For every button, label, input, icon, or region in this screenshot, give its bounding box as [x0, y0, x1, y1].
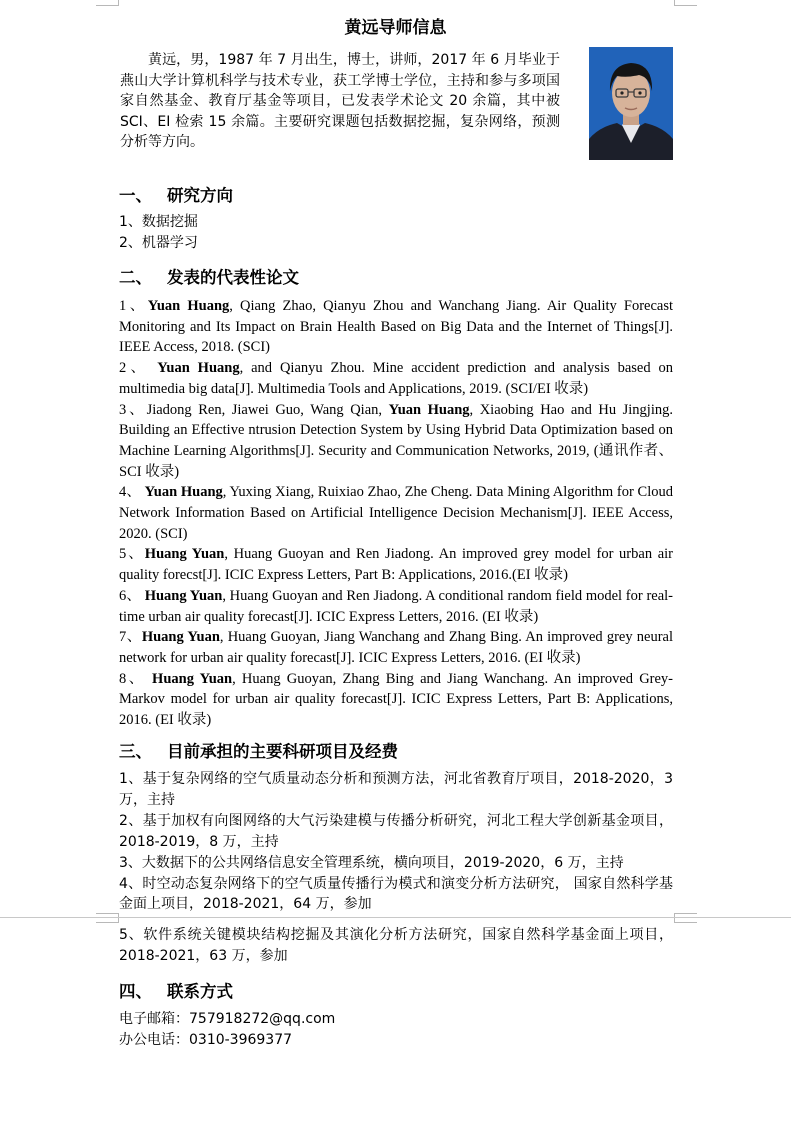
- page-corner-mark: [674, 913, 697, 923]
- paper-citation: , Huang Guoyan, Jiang Wanchang and Zhang Bing. An improved grey neural network for urban air quality forecast[J]. ICIC Express Letters, 2016. (EI 收录): [119, 629, 674, 666]
- section-heading-papers: [119, 264, 299, 288]
- paper-author-highlight: Huang Yuan: [152, 670, 233, 687]
- paper-item: [119, 358, 673, 399]
- paper-prefix: 7、: [119, 629, 142, 646]
- paper-item: [119, 669, 673, 731]
- project-list-continued: [119, 925, 673, 967]
- section-heading-research: [119, 182, 233, 206]
- page-break-line: [0, 917, 791, 918]
- page-corner-mark: [96, 0, 119, 6]
- research-list: [119, 212, 673, 254]
- paper-item: [119, 400, 673, 483]
- paper-citation: , Huang Guoyan and Ren Jiadong. A conditional random field model for real-time urban air quality forecast[J]. ICIC Express Letters, 2016. (EI 收录): [119, 587, 673, 625]
- paper-list: [119, 296, 673, 731]
- contact-info: [119, 1009, 673, 1051]
- project-list: [119, 769, 673, 915]
- section-title: 目前承担的主要科研项目及经费: [167, 742, 398, 761]
- paper-prefix: 6、: [119, 587, 145, 604]
- paper-item: [119, 544, 673, 585]
- list-item: 1、数据挖掘: [119, 214, 198, 230]
- section-number: 四、: [119, 982, 152, 1001]
- paper-author-highlight: Huang Yuan: [144, 546, 225, 563]
- paper-author-highlight: Huang Yuan: [144, 587, 223, 604]
- paper-citation: , and Qianyu Zhou. Mine accident prediction and analysis based on multimedia big data[J]. Multimedia Tools and Applications, 2019. (SCI/EI 收录): [119, 360, 673, 397]
- paper-author-highlight: Yuan Huang: [388, 401, 470, 418]
- project-item: 5、软件系统关键模块结构挖掘及其演化分析方法研究，国家自然科学基金面上项目，2018-2021，63 万，参加: [119, 927, 673, 964]
- section-heading-projects: [119, 738, 398, 762]
- paper-prefix: 2、: [119, 360, 158, 377]
- paper-citation: , Yuxing Xiang, Ruixiao Zhao, Zhe Cheng. Data Mining Algorithm for Cloud Network Information Based on Artificial Intelligence Decision Mechanism[J]. IEEE Access, 2020. (SCI): [119, 484, 673, 542]
- contact-phone: 办公电话：0310-3969377: [119, 1032, 293, 1048]
- section-title: 联系方式: [167, 982, 233, 1001]
- project-item: 2、基于加权有向图网络的大气污染建模与传播分析研究，河北工程大学创新基金项目，2018-2019，8 万，主持: [119, 812, 673, 850]
- paper-prefix: 3、Jiadong Ren, Jiawei Guo, Wang Qian,: [119, 401, 389, 418]
- section-number: 二、: [119, 268, 152, 287]
- paper-citation: , Huang Guoyan, Zhang Bing and Jiang Wanchang. An improved Grey-Markov model for urban air quality forecast[J]. ICIC Express Letters, Part B: Applications, 2016. (EI 收录): [119, 670, 674, 729]
- paper-citation: , Qiang Zhao, Qianyu Zhou and Wanchang Jiang. Air Quality Forecast Monitoring and Its Impact on Brain Health Based on Big Data and the Internet of Things[J]. IEEE Access, 2018. (SCI): [119, 298, 674, 356]
- page-title: 黄远导师信息: [344, 18, 447, 38]
- paper-prefix: 8、: [119, 670, 153, 687]
- section-number: 三、: [119, 742, 152, 761]
- paper-citation: , Xiaobing Hao and Hu Jingjing. Building an Effective ntrusion Detection System by Using Hybrid Data Optimization based on Machine Learning Algorithms[J]. Security and Communication Networks, 2019, (通讯作者、SCI 收录): [119, 401, 673, 480]
- intro-paragraph: 黄远，男，1987 年 7 月出生，博士，讲师，2017 年 6 月毕业于燕山大学计算机科学与技术专业，获工学博士学位，主持和参与多项国家自然基金、教育厅基金等项目，已发表学术论文 20 余篇，其中被 SCI、EI 检索 15 余篇。主要研究课题包括数据挖掘，复杂网络，预测分析等方向。: [120, 52, 560, 151]
- paper-prefix: 5、: [119, 546, 145, 563]
- paper-item: [119, 296, 673, 358]
- paper-citation: , Huang Guoyan and Ren Jiadong. An improved grey model for urban air quality forecst[J]. ICIC Express Letters, Part B: Applications, 2016.(EI 收录): [119, 546, 674, 584]
- contact-email: 电子邮箱：757918272@qq.com: [119, 1011, 336, 1027]
- project-item: 4、时空动态复杂网络下的空气质量传播行为模式和演变分析方法研究， 国家自然科学基金面上项目，2018-2021，64 万，参加: [119, 875, 673, 913]
- paper-item: [119, 586, 673, 627]
- paper-author-highlight: Yuan Huang: [147, 298, 230, 314]
- paper-item: [119, 627, 673, 668]
- paper-item: [119, 482, 673, 544]
- page-corner-mark: [96, 913, 119, 923]
- paper-author-highlight: Huang Yuan: [141, 629, 220, 646]
- project-item: 1、基于复杂网络的空气质量动态分析和预测方法，河北省教育厅项目，2018-2020，3 万，主持: [119, 771, 673, 808]
- page-corner-mark: [674, 0, 697, 6]
- section-title: 研究方向: [167, 186, 233, 205]
- section-title: 发表的代表性论文: [167, 268, 299, 287]
- section-heading-contact: [119, 978, 233, 1002]
- paper-author-highlight: Yuan Huang: [157, 360, 240, 377]
- list-item: 2、机器学习: [119, 235, 198, 251]
- project-item: 3、大数据下的公共网络信息安全管理系统，横向项目，2019-2020，6 万，主持: [119, 854, 624, 871]
- paper-prefix: 1、: [119, 298, 148, 314]
- paper-author-highlight: Yuan Huang: [144, 484, 223, 501]
- profile-photo: [589, 47, 673, 160]
- section-number: 一、: [119, 186, 152, 205]
- paper-prefix: 4、: [119, 484, 145, 501]
